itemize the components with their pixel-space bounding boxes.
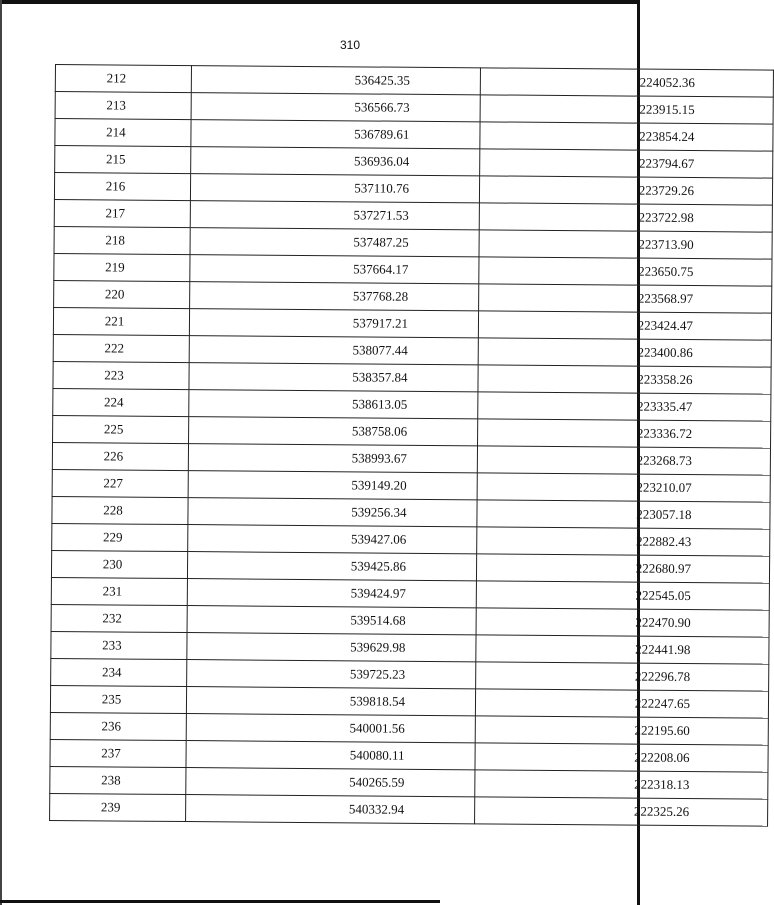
y-coordinate-cell: 222247.65: [475, 689, 768, 718]
point-number-cell: 235: [50, 685, 186, 713]
scan-border-bottom: [0, 900, 440, 903]
x-coordinate-cell: 540332.94: [186, 795, 475, 824]
point-number-cell: 226: [52, 442, 188, 470]
x-coordinate-cell: 538357.84: [189, 363, 478, 392]
point-number-cell: 217: [54, 199, 190, 227]
y-coordinate-cell: 223210.07: [477, 473, 770, 502]
x-coordinate-cell: 536789.61: [191, 120, 480, 149]
point-number-cell: 238: [50, 766, 186, 794]
x-coordinate-cell: 539514.68: [187, 606, 476, 635]
y-coordinate-cell: 223057.18: [477, 500, 770, 529]
y-coordinate-cell: 223400.86: [478, 338, 771, 367]
x-coordinate-cell: 538077.44: [189, 336, 478, 365]
y-coordinate-cell: 223794.67: [480, 149, 773, 178]
y-coordinate-cell: 223424.47: [478, 311, 771, 340]
y-coordinate-cell: 222318.13: [475, 770, 768, 799]
x-coordinate-cell: 537110.76: [190, 174, 479, 203]
y-coordinate-cell: 223358.26: [478, 365, 771, 394]
point-number-cell: 216: [54, 173, 190, 201]
point-number-cell: 230: [51, 550, 187, 578]
table-row: [50, 793, 768, 826]
point-number-cell: 223: [53, 361, 189, 389]
x-coordinate-cell: 539818.54: [186, 687, 475, 716]
point-number-cell: 227: [52, 469, 188, 497]
y-coordinate-cell: 223915.15: [480, 95, 773, 124]
y-coordinate-cell: 222545.05: [476, 581, 769, 610]
x-coordinate-cell: 537917.21: [189, 309, 478, 338]
point-number-cell: 225: [53, 415, 189, 443]
point-number-cell: 236: [50, 712, 186, 740]
y-coordinate-cell: 223335.47: [478, 392, 771, 421]
point-number-cell: 231: [51, 577, 187, 605]
y-coordinate-cell: 222470.90: [476, 608, 769, 637]
y-coordinate-cell: 222441.98: [476, 635, 769, 664]
x-coordinate-cell: 539149.20: [188, 471, 477, 500]
y-coordinate-cell: 223568.97: [479, 284, 772, 313]
y-coordinate-cell: 223713.90: [479, 230, 772, 259]
x-coordinate-cell: 537487.25: [190, 228, 479, 257]
point-number-cell: 212: [55, 65, 191, 93]
point-number-cell: 234: [51, 658, 187, 686]
y-coordinate-cell: 223729.26: [479, 176, 772, 205]
point-number-cell: 215: [55, 146, 191, 174]
point-number-cell: 237: [50, 739, 186, 767]
point-number-cell: 213: [55, 92, 191, 120]
x-coordinate-cell: 536936.04: [191, 147, 480, 176]
point-number-cell: 233: [51, 631, 187, 659]
point-number-cell: 224: [53, 388, 189, 416]
x-coordinate-cell: 537271.53: [190, 201, 479, 230]
x-coordinate-cell: 537768.28: [190, 282, 479, 311]
point-number-cell: 219: [54, 253, 190, 281]
x-coordinate-cell: 540265.59: [186, 768, 475, 797]
x-coordinate-cell: 539725.23: [187, 660, 476, 689]
x-coordinate-cell: 538613.05: [189, 390, 478, 419]
x-coordinate-cell: 539424.97: [187, 579, 476, 608]
x-coordinate-cell: 538758.06: [189, 417, 478, 446]
y-coordinate-cell: 223722.98: [479, 203, 772, 232]
y-coordinate-cell: 223268.73: [477, 446, 770, 475]
x-coordinate-cell: 539256.34: [188, 498, 477, 527]
x-coordinate-cell: 539425.86: [187, 552, 476, 581]
y-coordinate-cell: 223650.75: [479, 257, 772, 286]
x-coordinate-cell: 540001.56: [186, 714, 475, 743]
coordinate-table-body: [50, 65, 774, 827]
point-number-cell: 222: [53, 334, 189, 362]
point-number-cell: 221: [53, 307, 189, 335]
coordinate-table: [49, 64, 774, 827]
x-coordinate-cell: 536566.73: [191, 93, 480, 122]
y-coordinate-cell: 224052.36: [480, 68, 773, 97]
y-coordinate-cell: 222296.78: [476, 662, 769, 691]
point-number-cell: 232: [51, 604, 187, 632]
x-coordinate-cell: 538993.67: [188, 444, 477, 473]
x-coordinate-cell: 539427.06: [188, 525, 477, 554]
point-number-cell: 214: [55, 119, 191, 147]
point-number-cell: 229: [52, 523, 188, 551]
point-number-cell: 228: [52, 496, 188, 524]
y-coordinate-cell: 222195.60: [475, 716, 768, 745]
point-number-cell: 239: [50, 793, 186, 821]
x-coordinate-cell: 540080.11: [186, 741, 475, 770]
point-number-cell: 218: [54, 226, 190, 254]
y-coordinate-cell: 222680.97: [476, 554, 769, 583]
x-coordinate-cell: 537664.17: [190, 255, 479, 284]
point-number-cell: 220: [54, 280, 190, 308]
y-coordinate-cell: 222325.26: [475, 797, 768, 826]
y-coordinate-cell: 222882.43: [477, 527, 770, 556]
page-number: 310: [339, 38, 361, 52]
y-coordinate-cell: 222208.06: [475, 743, 768, 772]
scan-border-left: [0, 0, 2, 905]
x-coordinate-cell: 539629.98: [187, 633, 476, 662]
x-coordinate-cell: 536425.35: [191, 66, 480, 95]
y-coordinate-cell: 223854.24: [480, 122, 773, 151]
scan-border-top: [0, 0, 640, 4]
y-coordinate-cell: 223336.72: [478, 419, 771, 448]
